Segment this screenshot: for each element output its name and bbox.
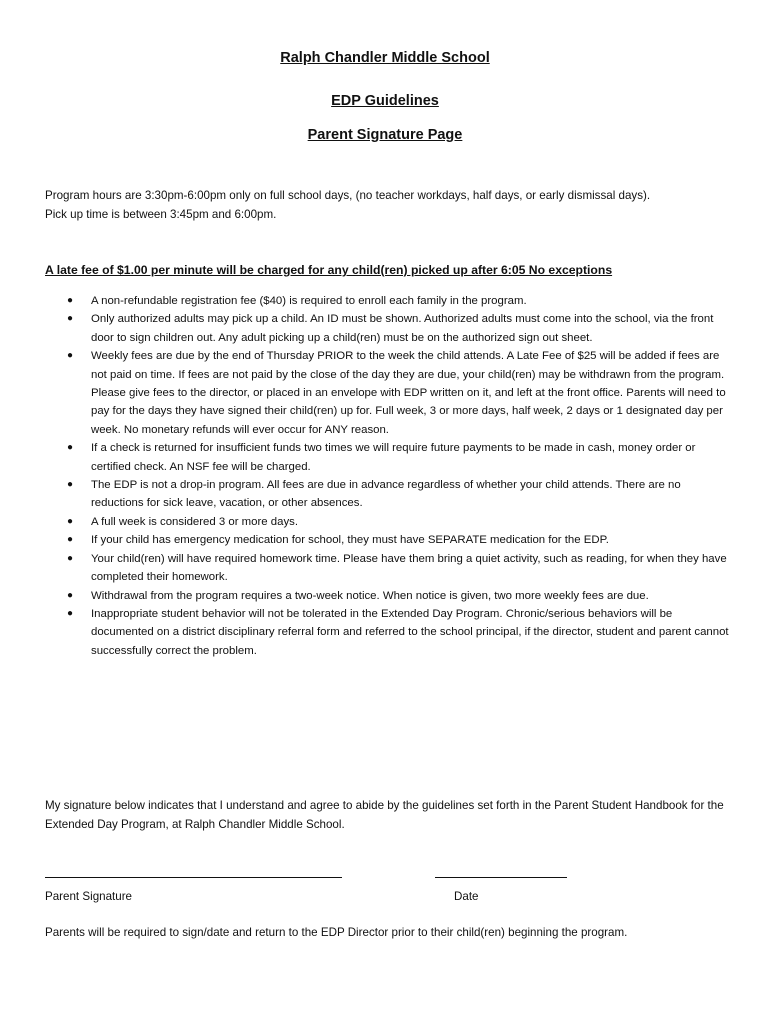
guideline-text: Weekly fees are due by the end of Thursday PRIOR to the week the child attends. A Late Fee of $25 will be added if fees are not paid on time. If fees are not paid by the close of the day they are due, your child(ren) may be withdrawn from the program. Please give fees to the director, or placed in an envelope with EDP written on it, and left at the front office. Parents will need to pay for the days they have signed their child(ren) up for. Full week, 3 or more days, half week, 2 days or 1 designated day per week. No monetary refunds will ever occur for ANY reason. [91,350,726,436]
bullet-icon: ● [67,313,74,325]
list-item [45,439,735,476]
parent-signature-label: Parent Signature [45,890,133,903]
return-instructions: Parents will be required to sign/date and return to the EDP Director prior to their child(ren) beginning the program. [45,926,628,939]
bullet-icon: ● [67,442,74,454]
guideline-text: If your child has emergency medication for school, they must have SEPARATE medication for the EDP. [91,534,609,547]
list-item [45,513,735,531]
program-title: EDP Guidelines [331,93,439,109]
bullet-icon: ● [67,350,74,362]
program-hours-text: Program hours are 3:30pm-6:00pm only on full school days, (no teacher workdays, half days, or early dismissal days). [45,189,651,202]
list-item [45,292,735,310]
school-title: Ralph Chandler Middle School [280,50,490,66]
late-fee-notice: A late fee of $1.00 per minute will be charged for any child(ren) picked up after 6:05 No exceptions [45,263,613,277]
guidelines-list [45,292,735,660]
guideline-text: Inappropriate student behavior will not be tolerated in the Extended Day Program. Chronic/serious behaviors will be documented on a district disciplinary referral form and referred to the school principal, if the director, student and parent cannot successfully correct the problem. [91,607,729,657]
list-item [45,531,735,549]
date-signature-line [435,876,567,878]
program-hours-paragraph [45,186,735,224]
bullet-icon: ● [67,534,74,546]
pickup-time-text: Pick up time is between 3:45pm and 6:00pm. [45,208,277,221]
guideline-text: The EDP is not a drop-in program. All fees are due in advance regardless of whether your child attends. There are no reductions for sick leave, vacation, or other absences. [91,479,681,510]
list-item [45,605,735,660]
bullet-icon: ● [67,295,74,306]
guideline-text: Withdrawal from the program requires a two-week notice. When notice is given, two more weekly fees are due. [91,589,649,602]
agreement-paragraph: My signature below indicates that I understand and agree to abide by the guidelines set forth in the Parent Student Handbook for the Extended Day Program, at Ralph Chandler Middle School. [45,799,724,831]
guideline-text: A non-refundable registration fee ($40) is required to enroll each family in the program. [91,295,527,307]
list-item [45,310,735,347]
guideline-text: Your child(ren) will have required homework time. Please have them bring a quiet activity, such as reading, for when they have completed their homework. [91,552,727,584]
list-item [45,347,735,439]
list-item [45,550,735,587]
bullet-icon: ● [67,607,74,619]
parent-signature-line [45,876,342,878]
bullet-icon: ● [67,479,74,491]
bullet-icon: ● [67,589,74,601]
bullet-icon: ● [67,552,74,564]
page-subtitle: Parent Signature Page [307,127,463,143]
date-label: Date [454,890,479,903]
guideline-text: Only authorized adults may pick up a child. An ID must be shown. Authorized adults must come into the school, via the front door to sign children out. Any adult picking up a child(ren) must be on the authorized sign out sheet. [91,313,714,344]
bullet-icon: ● [67,515,74,527]
list-item [45,476,735,513]
list-item [45,587,735,605]
guideline-text: If a check is returned for insufficient funds two times we will require future payments to be made in cash, money order or certified check. An NSF fee will be charged. [91,442,696,473]
guideline-text: A full week is considered 3 or more days. [91,515,299,528]
